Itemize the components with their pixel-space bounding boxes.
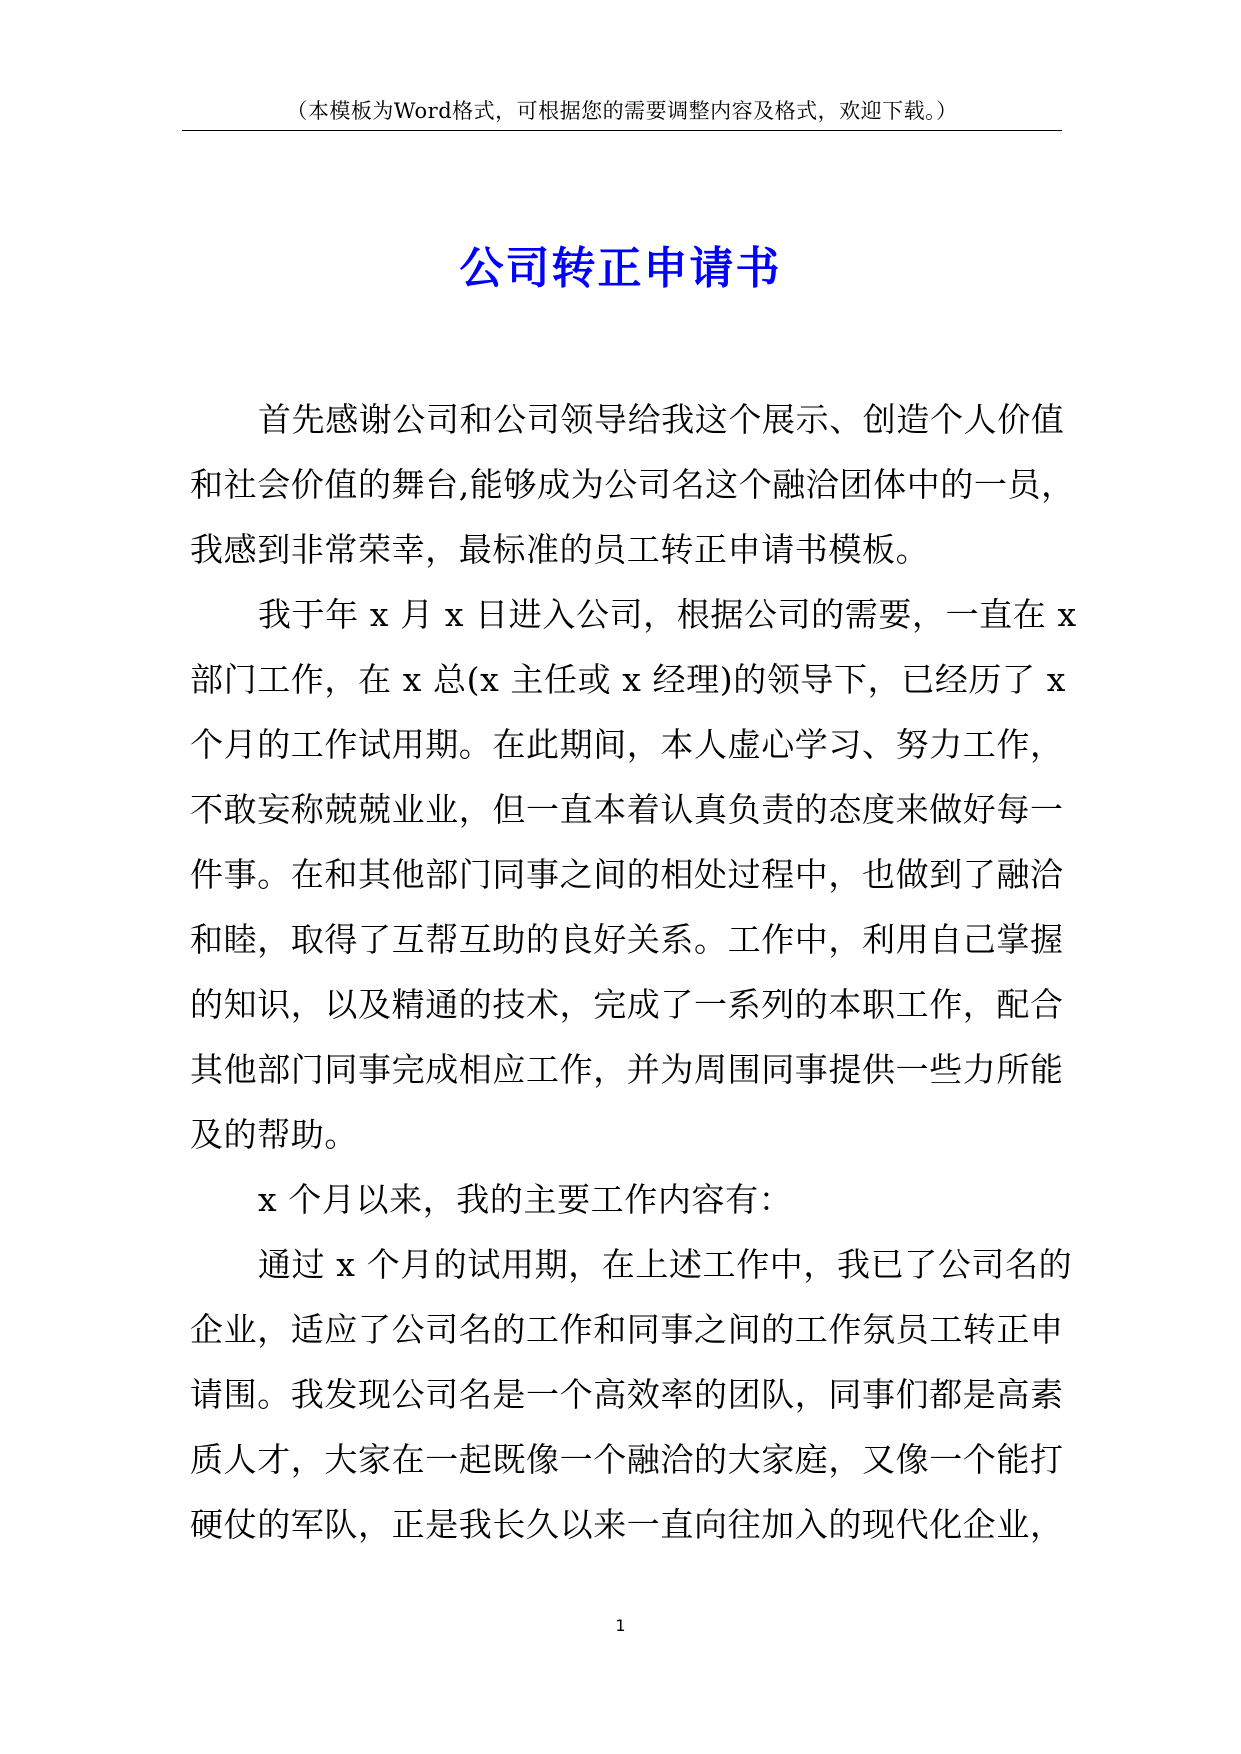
body-line: 请围。我发现公司名是一个高效率的团队，同事们都是高素 [190,1375,1064,1414]
body-line: 其他部门同事完成相应工作，并为周围同事提供一些力所能 [190,1050,1064,1089]
body-line: 我感到非常荣幸，最标准的员工转正申请书模板。 [190,530,930,569]
body-line: 及的帮助。 [190,1115,358,1154]
body-line: 首先感谢公司和公司领导给我这个展示、创造个人价值 [258,400,1065,439]
body-line: 企业，适应了公司名的工作和同事之间的工作氛员工转正申 [190,1310,1064,1349]
body-line: 我于年 x 月 x 日进入公司，根据公司的需要，一直在 x [258,595,1077,634]
body-line: 件事。在和其他部门同事之间的相处过程中，也做到了融洽 [190,855,1064,894]
body-line: 个月的工作试用期。在此期间，本人虚心学习、努力工作， [190,725,1064,764]
body-line: 质人才，大家在一起既像一个融洽的大家庭，又像一个能打 [190,1440,1064,1479]
body-line: 和社会价值的舞台,能够成为公司名这个融洽团体中的一员， [190,465,1075,504]
paragraph-2 [190,582,1077,1167]
body-line: 部门工作，在 x 总(x 主任或 x 经理)的领导下，已经历了 x [190,660,1066,699]
body-line: 通过 x 个月的试用期，在上述工作中，我已了公司名的 [258,1245,1073,1284]
paragraph-3 [190,1167,1065,1232]
page-number: 1 [615,1616,626,1635]
document-title: 公司转正申请书 [459,243,782,295]
body-line: x 个月以来，我的主要工作内容有： [258,1180,793,1219]
body-line: 的知识，以及精通的技术，完成了一系列的本职工作，配合 [190,985,1064,1024]
body-line: 和睦，取得了互帮互助的良好关系。工作中，利用自己掌握 [190,920,1064,959]
paragraph-1 [190,387,1075,582]
template-note-header: （本模板为Word格式，可根据您的需要调整内容及格式，欢迎下载。） [286,99,958,123]
body-line: 硬仗的军队，正是我长久以来一直向往加入的现代化企业， [190,1505,1064,1544]
document-body [190,387,1077,1557]
paragraph-4 [190,1232,1073,1557]
header-divider [182,130,1062,131]
body-line: 不敢妄称兢兢业业，但一直本着认真负责的态度来做好每一 [190,790,1064,829]
